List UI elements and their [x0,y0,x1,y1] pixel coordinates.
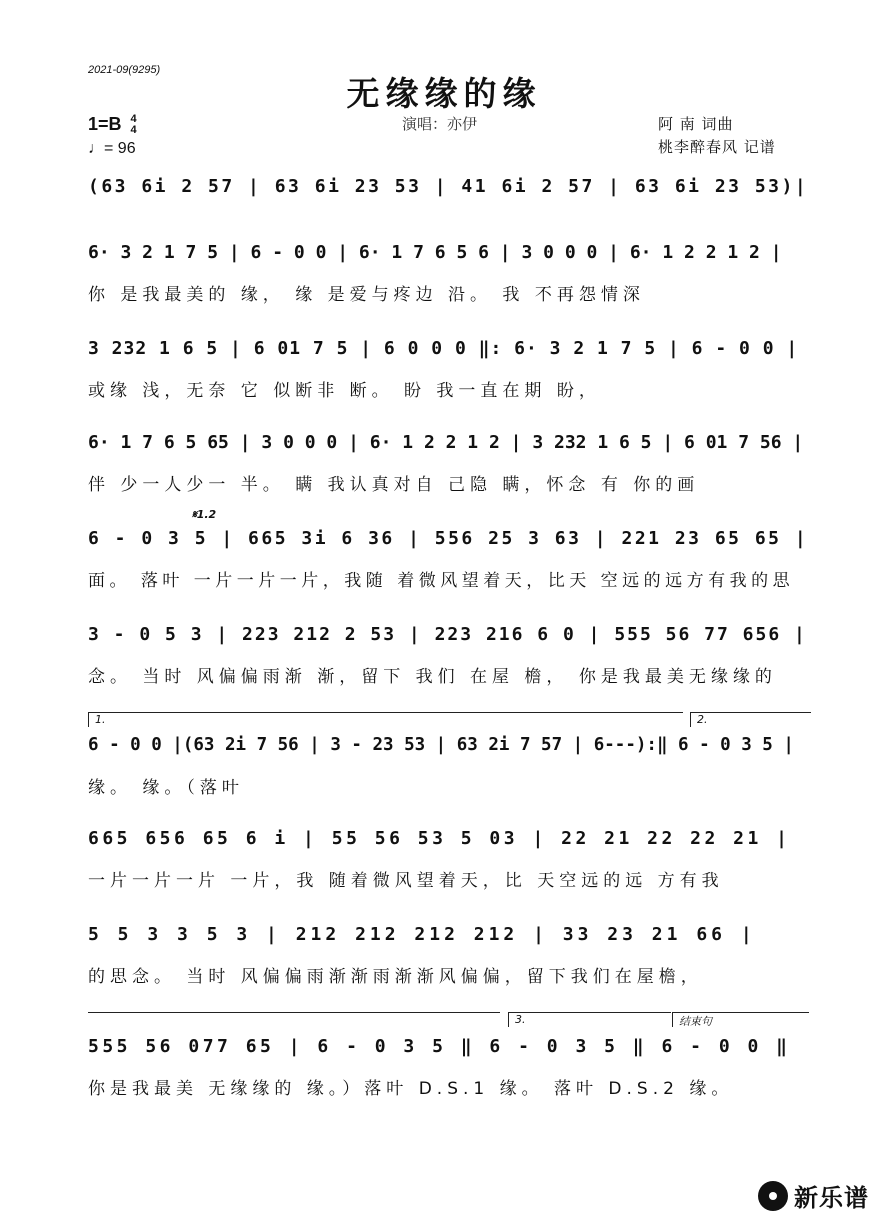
composer-credit: 阿 南 词曲 [658,115,734,133]
tempo-mark: ♩= 96 [88,140,136,157]
singer-credit: 演唱：亦伊 [402,115,478,133]
key-label: 1=B [88,114,122,134]
volta-line [88,1012,500,1027]
time-top: 4 [130,113,137,126]
notation-line: 3 232 1 6 5 | 6 01 7 5 | 6 0 0 0 ‖: 6· 3 2 1 7 5 | 6 - 0 0 | [88,338,799,359]
transcriber-credit: 桃李醉春风 记谱 [658,138,776,156]
lyrics-line: 缘。 缘。（落叶 [88,778,244,798]
lyrics-line: 你是我最美 无缘缘的 缘。）落叶 D.S.1 缘。 落叶 D.S.2 缘。 [88,1079,734,1099]
lyrics-line: 或缘 浅，无奈 它 似断非 断。 盼 我一直在期 盼， [88,381,601,401]
notation-line: 555 56 077 65 | 6 - 0 3 5 ‖ 6 - 0 3 5 ‖ 6 - 0 0 ‖ [88,1036,791,1057]
volta-3-bracket: 3. [508,1012,671,1027]
notation-line: 6· 3 2 1 7 5 | 6 - 0 0 | 6· 1 7 6 5 6 | 3 0 0 0 | 6· 1 2 2 1 2 | [88,242,782,263]
logo-text: 新乐谱 [794,1184,869,1212]
time-bottom: 4 [130,124,137,137]
lyrics-line: 面。 落叶 一片一片一片，我随 着微风望着天，比天 空远的远方有我的思 [88,571,795,591]
notation-line: 6 - 0 0 |(63 2i 7 56 | 3 - 23 53 | 63 2i 7 57 | 6---):‖ 6 - 0 3 5 | [88,735,794,755]
notation-line: 5 5 3 3 5 3 | 212 212 212 212 | 33 23 21 66 | [88,924,756,945]
site-logo [758,1178,869,1213]
volta-2-bracket: 2. [690,712,811,727]
page-title: 无缘缘的缘 [346,74,542,113]
notation-line: 665 656 65 6 i | 55 56 53 5 03 | 22 21 22 22 21 | [88,828,791,849]
notation-line: 3 - 0 5 3 | 223 212 2 53 | 223 216 6 0 | 555 56 77 656 | [88,624,807,645]
lyrics-line: 一片一片一片 一片，我 随着微风望着天，比 天空远的远 方有我 [88,871,724,891]
lyrics-line: 伴 少一人少一 半。 瞒 我认真对自 己隐 瞒，怀念 有 你的画 [88,475,700,495]
score-code: 2021-09(9295) [88,64,161,76]
lyrics-line: 你 是我最美的 缘， 缘 是爱与疼边 沿。 我 不再怨情深 [88,285,645,305]
key-signature [88,114,137,136]
lyrics-line: 念。 当时 风偏偏雨渐 渐，留下 我们 在屋 檐， 你是我最美无缘缘的 [88,667,777,687]
segno-mark: 𝄋1.2 [192,508,217,521]
ending-bracket: 结束句 [672,1012,809,1027]
notation-line: 6· 1 7 6 5 65 | 3 0 0 0 | 6· 1 2 2 1 2 | 3 232 1 6 5 | 6 01 7 56 | [88,432,804,453]
notation-line: (63 6i 2 57 | 63 6i 23 53 | 41 6i 2 57 | 63 6i 23 53)| [88,176,809,197]
vinyl-disc-icon [758,1181,788,1211]
volta-1-bracket: 1. [88,712,683,727]
lyrics-line: 的思念。 当时 风偏偏雨渐渐雨渐渐风偏偏，留下我们在屋檐， [88,967,703,987]
notation-line: 6 - 0 3 5 | 665 3i 6 36 | 556 25 3 63 | 221 23 65 65 | [88,528,809,549]
time-signature [131,114,137,136]
